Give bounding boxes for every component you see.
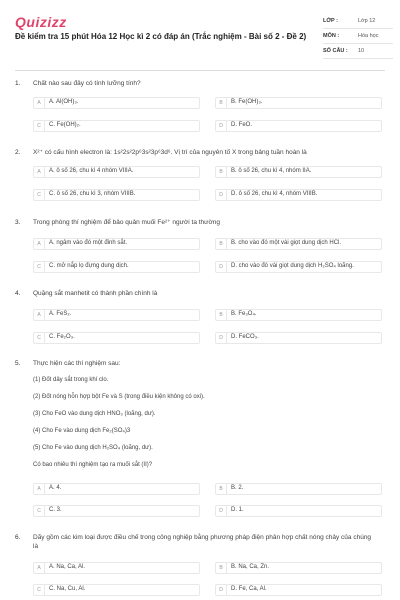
meta-row-class: [323, 14, 393, 29]
statement: (1) Đốt dây sắt trong khí clo.: [33, 377, 109, 383]
option-b[interactable]: [215, 562, 382, 574]
page-title: Đề kiểm tra 15 phút Hóa 12 Học kì 2 có đáp án (Trắc nghiệm - Bài số 2 - Đề 2): [15, 32, 307, 41]
meta-value: Hóa học: [358, 33, 379, 39]
option-text: C. Fe₂O₃.: [49, 334, 75, 340]
meta-value: Lớp 12: [358, 18, 376, 24]
question-text: Thực hiện các thí nghiệm sau:: [33, 360, 121, 367]
option-text: B. Na, Ca, Zn.: [231, 564, 270, 570]
option-text: C. mở nắp lọ đựng dung dịch.: [49, 263, 129, 269]
option-a[interactable]: [33, 238, 200, 250]
option-d[interactable]: [215, 332, 382, 344]
option-letter: C: [34, 506, 45, 516]
option-letter: A: [34, 484, 45, 494]
option-letter: D: [216, 262, 227, 272]
question-number: 5.: [15, 360, 21, 367]
option-letter: C: [34, 333, 45, 343]
option-letter: B: [216, 98, 227, 108]
option-d[interactable]: [215, 261, 382, 273]
statement: Có bao nhiêu thí nghiệm tạo ra muối sắt (II)?: [33, 462, 153, 468]
meta-label: MÔN :: [323, 33, 340, 39]
question-number: 6.: [15, 534, 21, 541]
meta-row-subject: [323, 29, 393, 44]
question-text: Dãy gồm các kim loại được điều chế trong công nghiệp bằng phương pháp điện phân hợp chất nóng chảy của chúng là: [33, 534, 372, 550]
option-c[interactable]: [33, 505, 200, 517]
option-b[interactable]: [215, 483, 382, 495]
option-d[interactable]: [215, 505, 382, 517]
statement: (3) Cho FeO vào dung dịch HNO₃ (loãng, dư).: [33, 411, 156, 417]
meta-row-count: [323, 44, 393, 59]
option-letter: C: [34, 121, 45, 131]
question-number: 2.: [15, 149, 21, 156]
question-text: Trong phòng thí nghiệm để bảo quản muối Fe²⁺ người ta thường: [33, 219, 221, 226]
question-number: 3.: [15, 219, 21, 226]
option-letter: D: [216, 121, 227, 131]
option-text: A. ô số 26, chu kì 4 nhóm VIIIA.: [49, 168, 134, 174]
meta-value: 10: [358, 48, 365, 54]
question-text: X²⁺ có cấu hình electron là: 1s²2s²2p⁶3s²3p⁶3d⁶. Vị trí của nguyên tố X trong bảng tuần hoàn là: [33, 149, 307, 156]
option-text: D. cho vào đó vài giọt dung dịch H₂SO₄ loãng.: [231, 263, 354, 269]
option-b[interactable]: [215, 166, 382, 178]
option-letter: C: [34, 190, 45, 200]
option-text: D. 1.: [231, 507, 244, 513]
option-text: D. ô số 26, chu kì 4, nhóm VIIIB.: [231, 191, 318, 197]
option-letter: A: [34, 239, 45, 249]
meta-label: LỚP :: [323, 18, 338, 24]
option-d[interactable]: [215, 120, 382, 132]
option-a[interactable]: [33, 562, 200, 574]
option-text: B. ô số 26, chu kì 4, nhóm IIA.: [231, 168, 312, 174]
statement: (2) Đốt nóng hỗn hợp bột Fe và S (trong điều kiện không có oxi).: [33, 394, 205, 400]
option-text: C. Fe(OH)₂.: [49, 122, 81, 128]
question-text: Quặng sắt manhetit có thành phần chính là: [33, 290, 158, 297]
option-b[interactable]: [215, 97, 382, 109]
brand-logo: Quizizz: [15, 14, 67, 30]
question-text: Chất nào sau đây có tính lưỡng tính?: [33, 80, 141, 87]
option-a[interactable]: [33, 166, 200, 178]
option-letter: B: [216, 563, 227, 573]
option-letter: B: [216, 310, 227, 320]
option-c[interactable]: [33, 261, 200, 273]
option-letter: B: [216, 167, 227, 177]
question-number: 1.: [15, 80, 21, 87]
meta-label: SỐ CÂU :: [323, 48, 348, 54]
option-d[interactable]: [215, 189, 382, 201]
option-a[interactable]: [33, 483, 200, 495]
option-d[interactable]: [215, 584, 382, 596]
option-letter: B: [216, 484, 227, 494]
statement: (5) Cho Fe vào dung dịch H₂SO₄ (loãng, dư).: [33, 445, 153, 451]
option-letter: A: [34, 98, 45, 108]
option-letter: B: [216, 239, 227, 249]
option-c[interactable]: [33, 332, 200, 344]
option-letter: A: [34, 310, 45, 320]
option-a[interactable]: [33, 97, 200, 109]
option-letter: A: [34, 167, 45, 177]
option-text: C. ô số 26, chu kì 3, nhóm VIIIB.: [49, 191, 136, 197]
header-divider: [15, 70, 385, 71]
option-letter: D: [216, 506, 227, 516]
option-c[interactable]: [33, 189, 200, 201]
option-text: C. Na, Cu, Al.: [49, 586, 86, 592]
option-text: C. 3.: [49, 507, 62, 513]
option-text: B. Fe(OH)₃.: [231, 99, 263, 105]
option-text: A. ngâm vào đó một đinh sắt.: [49, 240, 128, 246]
option-letter: C: [34, 262, 45, 272]
option-text: A. 4.: [49, 485, 62, 491]
option-letter: C: [34, 585, 45, 595]
option-text: A. Al(OH)₃.: [49, 99, 79, 105]
option-c[interactable]: [33, 120, 200, 132]
option-text: A. FeS₂.: [49, 311, 72, 317]
option-a[interactable]: [33, 309, 200, 321]
option-text: D. Fe, Ca, Al.: [231, 586, 267, 592]
statement: (4) Cho Fe vào dung dịch Fe₂(SO₄)3: [33, 428, 131, 434]
option-text: D. FeO.: [231, 122, 253, 128]
option-text: B. Fe₃O₄.: [231, 311, 257, 317]
question-number: 4.: [15, 290, 21, 297]
option-c[interactable]: [33, 584, 200, 596]
option-text: A. Na, Ca, Al.: [49, 564, 86, 570]
option-letter: D: [216, 333, 227, 343]
option-letter: A: [34, 563, 45, 573]
option-b[interactable]: [215, 309, 382, 321]
option-letter: D: [216, 190, 227, 200]
meta-box: [323, 14, 393, 59]
option-text: B. 2.: [231, 485, 244, 491]
option-b[interactable]: [215, 238, 382, 250]
option-letter: D: [216, 585, 227, 595]
option-text: D. FeCO₃.: [231, 334, 259, 340]
option-text: B. cho vào đó một vài giọt dung dịch HCl.: [231, 240, 342, 246]
